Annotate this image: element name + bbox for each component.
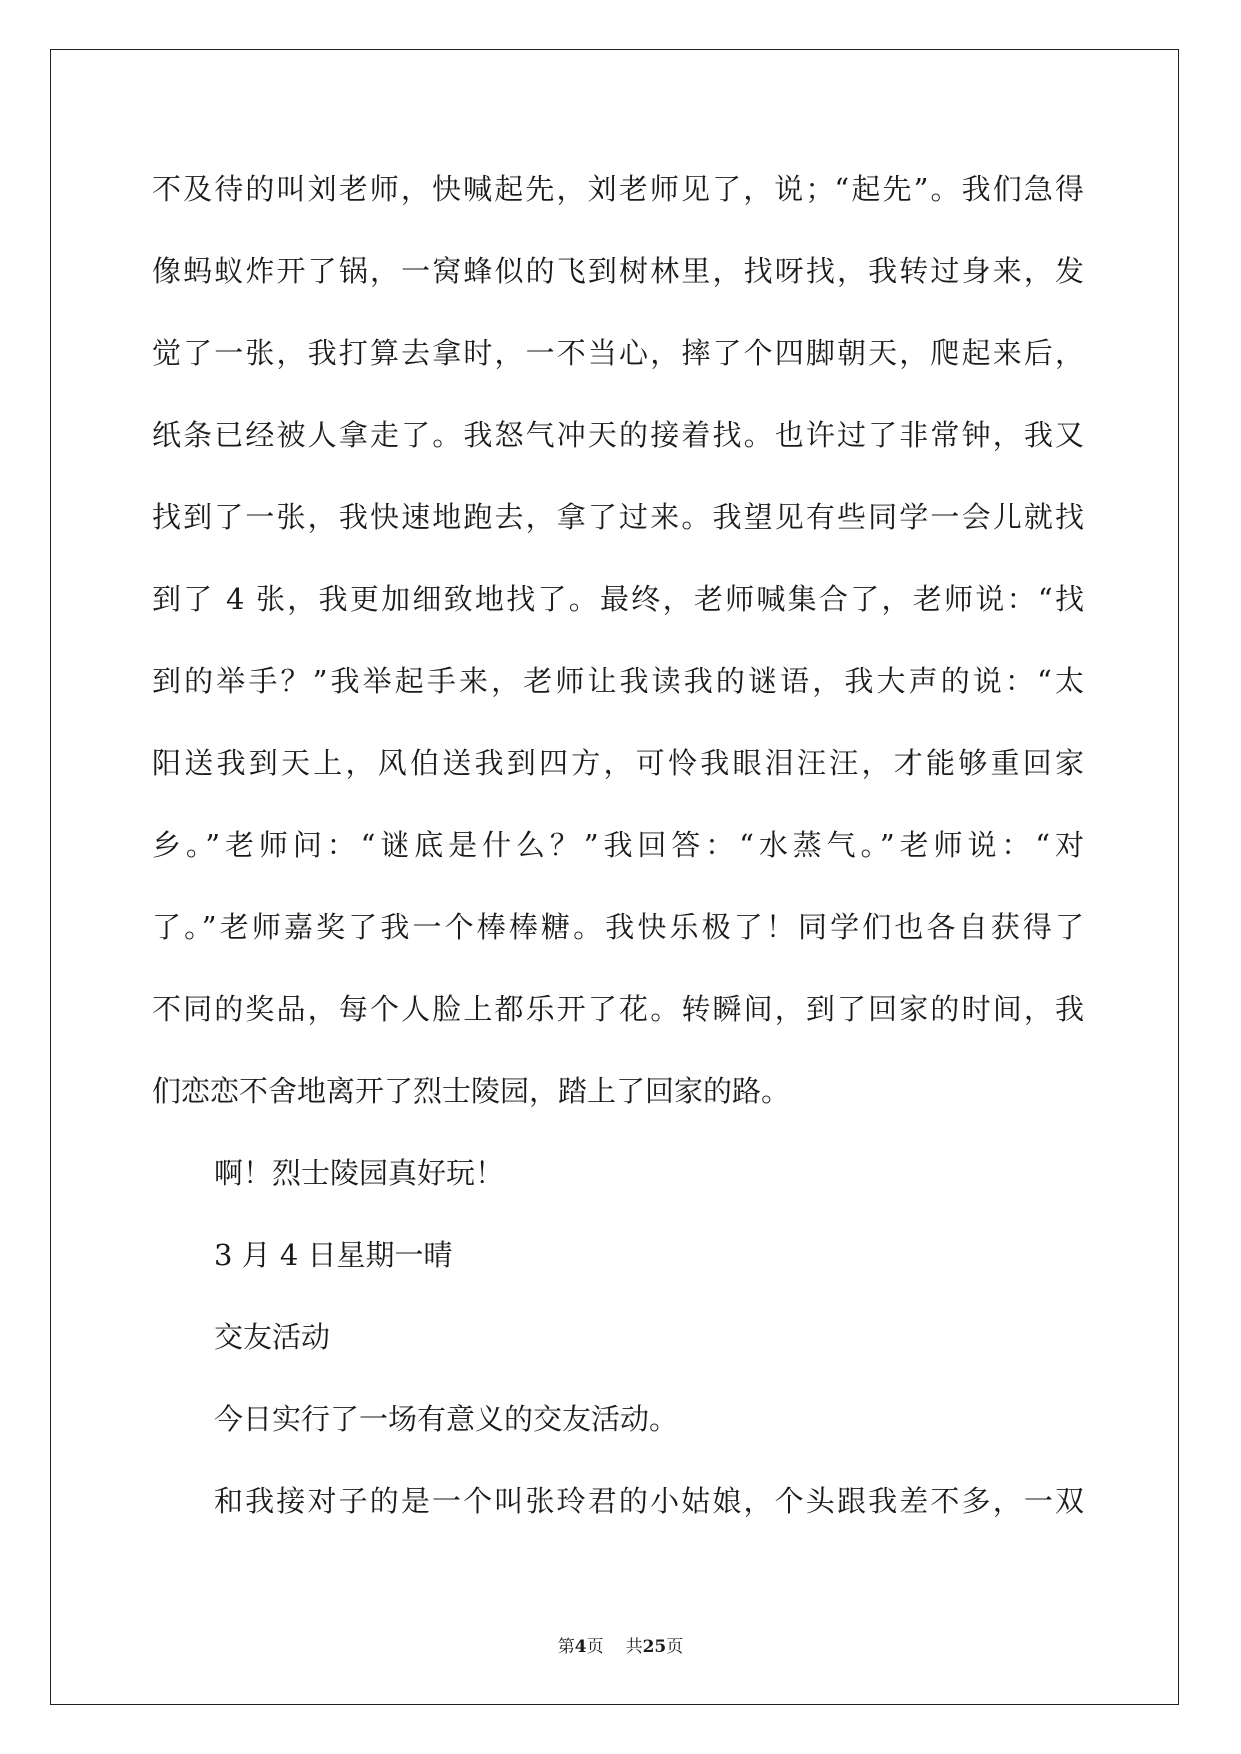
body-line: 像蚂蚁炸开了锅，一窝蜂似的飞到树林里，找呀找，我转过身来，发 (152, 254, 1084, 288)
body-line: 觉了一张，我打算去拿时，一不当心，摔了个四脚朝天，爬起来后， (152, 336, 1084, 370)
body-line: 到的举手？”我举起手来，老师让我读我的谜语，我大声的说：“太 (152, 664, 1084, 698)
body-line: 到了 4 张，我更加细致地找了。最终，老师喊集合了，老师说：“找 (152, 582, 1084, 616)
total-pages: 25 (642, 1637, 667, 1657)
page-number: 4 (574, 1637, 587, 1657)
page-footer (0, 1632, 1241, 1657)
body-line: 不同的奖品，每个人脸上都乐开了花。转瞬间，到了回家的时间，我 (152, 992, 1084, 1026)
document-body (152, 160, 1084, 1554)
body-line: 找到了一张，我快速地跑去，拿了过来。我望见有些同学一会儿就找 (152, 500, 1084, 534)
total-prefix: 共 (625, 1637, 643, 1657)
total-suffix: 页 (666, 1637, 684, 1657)
next-paragraph-start: 和我接对子的是一个叫张玲君的小姑娘，个头跟我差不多，一双 (214, 1484, 1084, 1518)
body-line: 们恋恋不舍地离开了烈士陵园，踏上了回家的路。 (152, 1074, 791, 1108)
intro-paragraph: 今日实行了一场有意义的交友活动。 (214, 1402, 679, 1436)
section-title: 交友活动 (214, 1320, 331, 1354)
page-prefix: 第 (557, 1637, 575, 1657)
body-line: 纸条已经被人拿走了。我怒气冲天的接着找。也许过了非常钟，我又 (152, 418, 1084, 452)
body-line: 了。”老师嘉奖了我一个棒棒糖。我快乐极了！同学们也各自获得了 (152, 910, 1084, 944)
body-line: 阳送我到天上，风伯送我到四方，可怜我眼泪汪汪，才能够重回家 (152, 746, 1084, 780)
body-line: 不及待的叫刘老师，快喊起先，刘老师见了，说；“起先”。我们急得 (152, 172, 1084, 206)
date-line: 3 月 4 日星期一晴 (214, 1238, 453, 1272)
page-suffix: 页 (586, 1637, 604, 1657)
body-line: 乡。”老师问：“谜底是什么？”我回答：“水蒸气。”老师说：“对 (152, 828, 1084, 862)
exclamation-paragraph: 啊！烈士陵园真好玩！ (214, 1156, 505, 1190)
